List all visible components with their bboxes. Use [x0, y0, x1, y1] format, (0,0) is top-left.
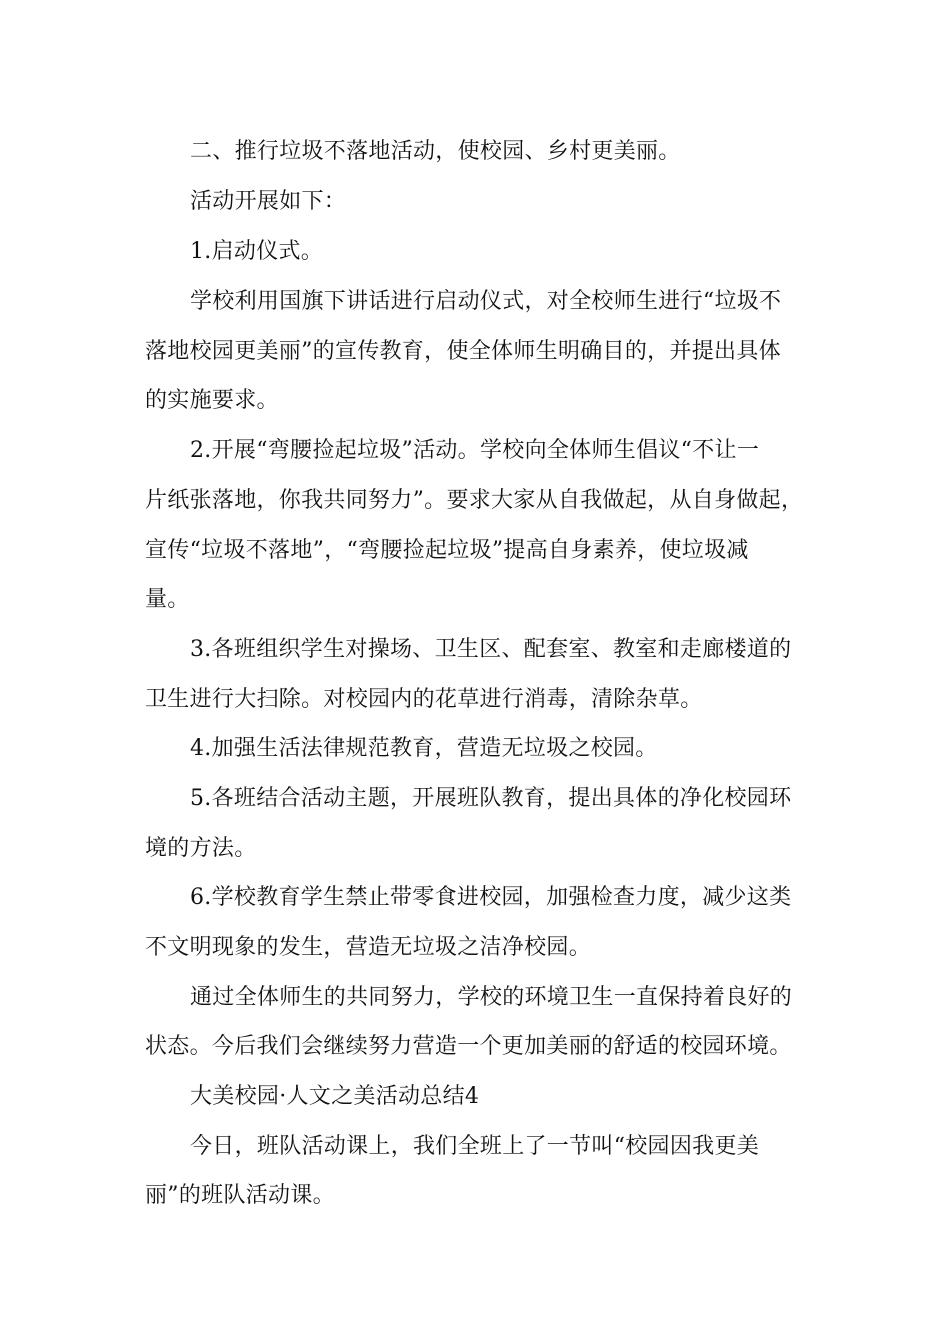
paragraph-line: 境的方法。: [145, 836, 257, 861]
list-item: 6.学校教育学生禁止带零食进校园，加强检查力度，减少这类: [190, 885, 792, 910]
list-item: 3.各班组织学生对操场、卫生区、配套室、教室和走廊楼道的: [190, 637, 792, 662]
paragraph-line: 的实施要求。: [145, 388, 279, 413]
paragraph-line: 不文明现象的发生，营造无垃圾之洁净校园。: [145, 935, 592, 960]
list-item: 4.加强生活法律规范教育，营造无垃圾之校园。: [190, 736, 658, 761]
paragraph-line: 学校利用国旗下讲话进行启动仪式，对全校师生进行“垃圾不: [190, 289, 782, 314]
paragraph-line: 量。: [145, 587, 190, 612]
list-item: 2.开展“弯腰捡起垃圾”活动。学校向全体师生倡议“不让一: [190, 438, 760, 463]
paragraph-line: 片纸张落地，你我共同努力”。要求大家从自我做起，从自身做起，: [145, 488, 804, 513]
section-title: 大美校园·人文之美活动总结4: [190, 1084, 480, 1109]
paragraph-line: 活动开展如下：: [190, 189, 347, 214]
paragraph-line: 卫生进行大扫除。对校园内的花草进行消毒，清除杂草。: [145, 687, 703, 712]
section-heading: 二、推行垃圾不落地活动，使校园、乡村更美丽。: [190, 139, 681, 164]
list-item-heading: 1.启动仪式。: [190, 239, 324, 264]
paragraph-line: 通过全体师生的共同努力，学校的环境卫生一直保持着良好的: [190, 985, 793, 1010]
list-item: 5.各班结合活动主题，开展班队教育，提出具体的净化校园环: [190, 786, 792, 811]
paragraph-line: 今日，班队活动课上，我们全班上了一节叫“校园因我更美: [190, 1134, 760, 1159]
paragraph-line: 状态。今后我们会继续努力营造一个更加美丽的舒适的校园环境。: [145, 1034, 792, 1059]
paragraph-line: 丽”的班队活动课。: [145, 1183, 335, 1208]
paragraph-line: 落地校园更美丽”的宣传教育，使全体师生明确目的，并提出具体: [145, 339, 781, 364]
paragraph-line: 宣传“垃圾不落地”，“弯腰捡起垃圾”提高自身素养，使垃圾减: [145, 538, 749, 563]
